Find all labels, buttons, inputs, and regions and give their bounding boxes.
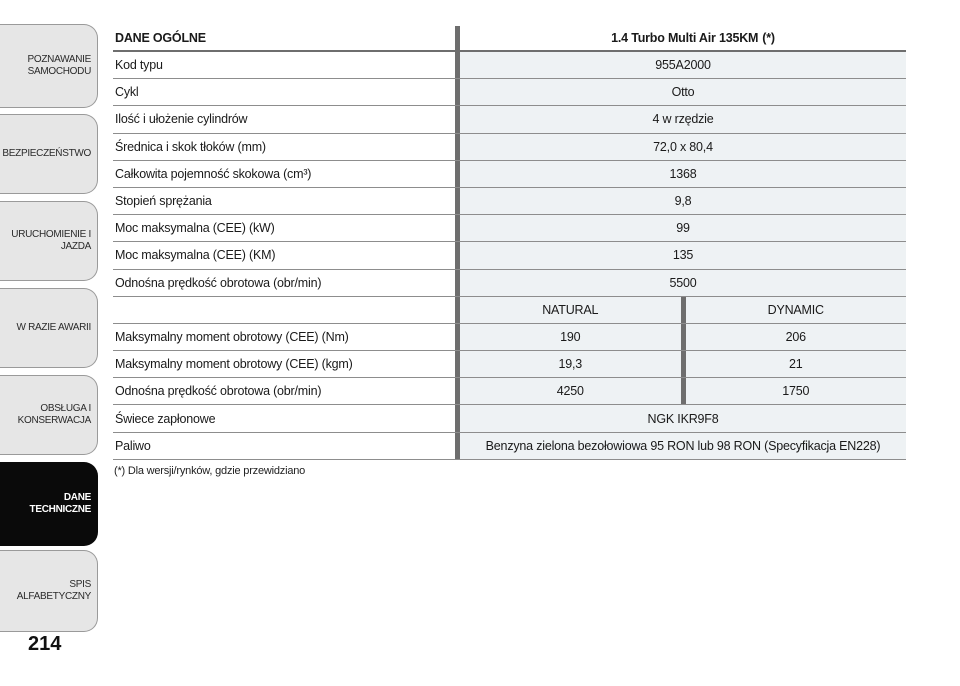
row-label: Całkowita pojemność skokowa (cm³) — [115, 166, 312, 181]
table-header-row — [113, 26, 906, 52]
row-label: Maksymalny moment obrotowy (CEE) (kgm) — [115, 357, 353, 372]
table-row — [113, 242, 906, 269]
row-value: 5500 — [460, 270, 906, 296]
row-label: Paliwo — [115, 438, 151, 453]
mode-values — [460, 297, 906, 323]
natural-value: 19,3 — [460, 351, 681, 377]
table-row — [113, 52, 906, 79]
tab-obsluga-i-konserwacja[interactable] — [0, 375, 98, 455]
row-label: Świece zapłonowe — [115, 411, 216, 426]
footnote-marker: (*) — [762, 31, 775, 45]
row-label: Maksymalny moment obrotowy (CEE) (Nm) — [115, 329, 349, 344]
tab-bezpieczenstwo[interactable] — [0, 114, 98, 194]
dynamic-value: 21 — [686, 351, 907, 377]
row-value: 135 — [460, 242, 906, 268]
row-label: Kod typu — [115, 58, 163, 73]
row-label: Odnośna prędkość obrotowa (obr/min) — [115, 275, 322, 290]
table-row — [113, 351, 906, 378]
row-label: Średnica i skok tłoków (mm) — [115, 139, 266, 154]
footnote: (*) Dla wersji/rynków, gdzie przewidziano — [114, 465, 306, 477]
row-value: Otto — [460, 79, 906, 105]
dynamic-value: 206 — [686, 324, 907, 350]
tab-label: BEZPIECZEŃSTWO — [2, 148, 91, 159]
row-values — [460, 378, 906, 404]
table-row — [113, 134, 906, 161]
row-value: 72,0 x 80,4 — [460, 134, 906, 160]
row-value: 4 w rzędzie — [460, 106, 906, 132]
table-row — [113, 324, 906, 351]
page-number: 214 — [28, 633, 62, 655]
row-label — [113, 297, 455, 323]
mode-natural-header: NATURAL — [460, 297, 681, 323]
row-label: Stopień sprężania — [115, 194, 212, 209]
tab-label: POZNAWANIE SAMOCHODU — [27, 54, 91, 77]
table-row — [113, 79, 906, 106]
mode-header-row — [113, 297, 906, 324]
mode-dynamic-header: DYNAMIC — [686, 297, 907, 323]
engine-column-header — [460, 26, 906, 50]
table-section-title: DANE OGÓLNE — [115, 31, 206, 45]
tab-label: DANE TECHNICZNE — [29, 492, 91, 515]
row-value: 99 — [460, 215, 906, 241]
table-row — [113, 270, 906, 297]
tab-label: OBSŁUGA I KONSERWACJA — [17, 403, 91, 426]
row-label: Moc maksymalna (CEE) (KM) — [115, 248, 276, 263]
table-row — [113, 215, 906, 242]
table-row — [113, 161, 906, 188]
table-row — [113, 188, 906, 215]
table-row — [113, 106, 906, 133]
tab-dane-techniczne[interactable] — [0, 462, 98, 546]
engine-name: 1.4 Turbo Multi Air 135KM — [611, 31, 759, 45]
row-values — [460, 324, 906, 350]
table-row — [113, 433, 906, 460]
row-value: Benzyna zielona bezołowiowa 95 RON lub 98 RON (Specyfikacja EN228) — [460, 433, 906, 459]
tab-spis-alfabetyczny[interactable] — [0, 550, 98, 632]
row-label: Ilość i ułożenie cylindrów — [115, 112, 248, 127]
tab-uruchomienie-i-jazda[interactable] — [0, 201, 98, 281]
tab-label: SPIS ALFABETYCZNY — [16, 579, 91, 602]
natural-value: 4250 — [460, 378, 681, 404]
tab-poznawanie-samochodu[interactable] — [0, 24, 98, 108]
row-value: 955A2000 — [460, 52, 906, 78]
row-label: Moc maksymalna (CEE) (kW) — [115, 221, 275, 236]
natural-value: 190 — [460, 324, 681, 350]
table-row — [113, 378, 906, 405]
row-value: 1368 — [460, 161, 906, 187]
dynamic-value: 1750 — [686, 378, 907, 404]
row-label: Odnośna prędkość obrotowa (obr/min) — [115, 384, 322, 399]
tab-label: URUCHOMIENIE I JAZDA — [11, 229, 91, 252]
spec-table — [113, 26, 906, 460]
row-values — [460, 351, 906, 377]
row-value: 9,8 — [460, 188, 906, 214]
tab-label: W RAZIE AWARII — [16, 322, 91, 333]
tab-w-razie-awarii[interactable] — [0, 288, 98, 368]
table-row — [113, 405, 906, 432]
row-value: NGK IKR9F8 — [460, 405, 906, 431]
row-label: Cykl — [115, 85, 139, 100]
